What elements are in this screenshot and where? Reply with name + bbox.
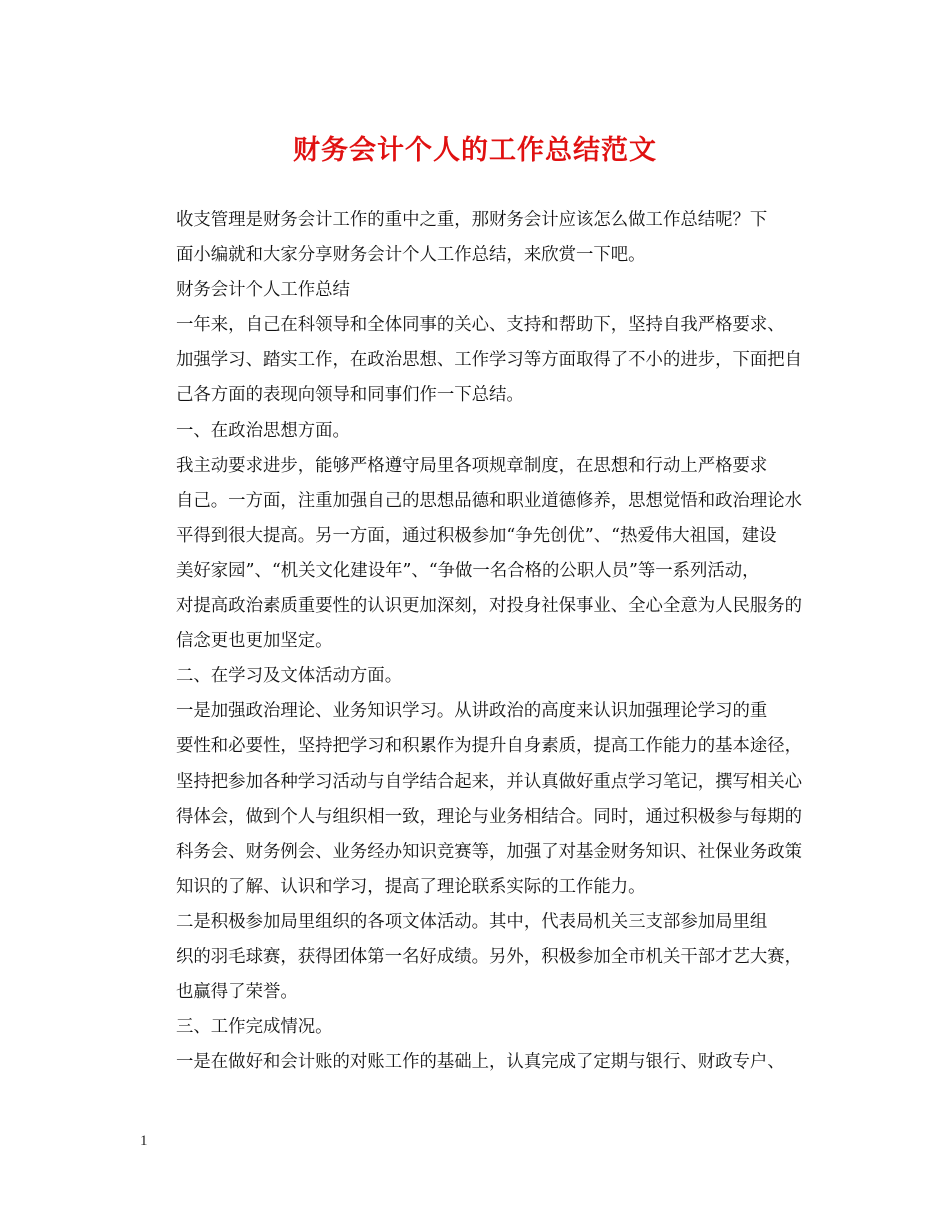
paragraph-work xyxy=(140,1045,815,1080)
text-line: 己各方面的表现向领导和同事们作一下总结。 xyxy=(176,385,524,406)
text-line: 织的羽毛球赛，获得团体第一名好成绩。另外，积极参加全市机关干部才艺大赛， xyxy=(176,946,803,967)
text-line: 一、在政治思想方面。 xyxy=(176,420,350,441)
text-line: 三、工作完成情况。 xyxy=(176,1017,333,1038)
text-line: 收支管理是财务会计工作的重中之重，那财务会计应该怎么做工作总结呢？下 xyxy=(176,210,768,230)
section-heading-2 xyxy=(140,659,815,694)
text-line: 知识的了解、认识和学习，提高了理论联系实际的工作能力。 xyxy=(176,876,646,897)
text-line: 对提高政治素质重要性的认识更加深刻，对投身社保事业、全心全意为人民服务的 xyxy=(176,596,803,617)
paragraph-study xyxy=(140,694,815,905)
text-line: 一是加强政治理论、业务知识学习。从讲政治的高度来认识加强理论学习的重 xyxy=(176,701,768,722)
section-heading-1 xyxy=(140,414,815,449)
text-line: 信念更也更加坚定。 xyxy=(176,631,333,652)
text-line: 也赢得了荣誉。 xyxy=(176,982,298,1003)
text-line: 加强学习、踏实工作，在政治思想、工作学习等方面取得了不小的进步，下面把自 xyxy=(176,350,803,371)
document-title: 财务会计个人的工作总结范文 xyxy=(293,135,657,166)
paragraph-overview xyxy=(140,308,815,413)
text-line: 一年来，自己在科领导和全体同事的关心、支持和帮助下，坚持自我严格要求、 xyxy=(176,315,785,336)
paragraph-subtitle xyxy=(140,273,815,308)
page-number: 1 xyxy=(140,1133,148,1149)
document-body xyxy=(140,203,815,1080)
text-line: 要性和必要性，坚持把学习和积累作为提升自身素质，提高工作能力的基本途径， xyxy=(176,736,803,757)
paragraph-activities xyxy=(140,905,815,1010)
text-line: 美好家园”、“机关文化建设年”、“争做一名合格的公职人员”等一系列活动， xyxy=(176,560,760,581)
text-line: 科务会、财务例会、业务经办知识竞赛等，加强了对基金财务知识、社保业务政策 xyxy=(176,841,803,862)
text-line: 面小编就和大家分享财务会计个人工作总结，来欣赏一下吧。 xyxy=(176,245,646,266)
text-line: 自己。一方面，注重加强自己的思想品德和职业道德修养，思想觉悟和政治理论水 xyxy=(176,490,803,511)
text-line: 得体会，做到个人与组织相一致，理论与业务相结合。同时，通过积极参与每期的 xyxy=(176,806,803,827)
text-line: 二是积极参加局里组织的各项文体活动。其中，代表局机关三支部参加局里组 xyxy=(176,911,768,932)
text-line: 财务会计个人工作总结 xyxy=(176,280,350,301)
text-line: 平得到很大提高。另一方面，通过积极参加“争先创优”、“热爱伟大祖国，建设 xyxy=(176,525,777,546)
text-line: 坚持把参加各种学习活动与自学结合起来，并认真做好重点学习笔记，撰写相关心 xyxy=(176,771,803,792)
text-line: 一是在做好和会计账的对账工作的基础上，认真完成了定期与银行、财政专户、 xyxy=(176,1052,785,1073)
text-line: 我主动要求进步，能够严格遵守局里各项规章制度，在思想和行动上严格要求 xyxy=(176,455,768,476)
paragraph-politics xyxy=(140,449,815,660)
section-heading-3 xyxy=(140,1010,815,1045)
paragraph-intro xyxy=(140,203,815,273)
text-line: 二、在学习及文体活动方面。 xyxy=(176,666,403,687)
